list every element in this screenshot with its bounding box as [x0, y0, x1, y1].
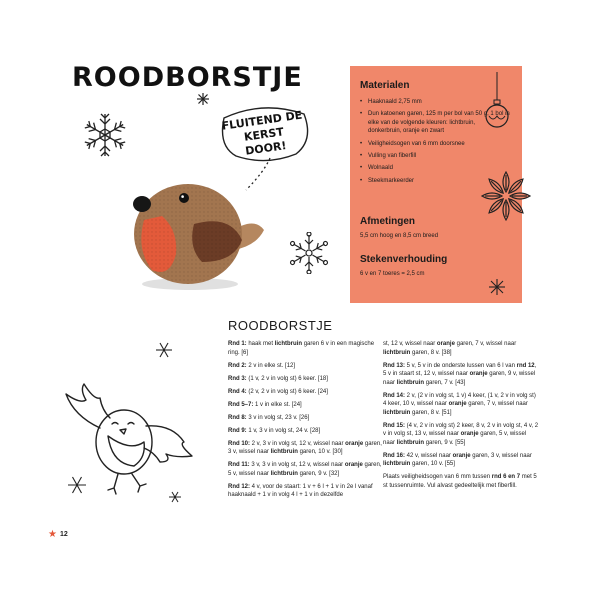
robin-drawing — [60, 378, 200, 498]
list-item: • Haaknaald 2,75 mm — [360, 98, 510, 106]
snowflake-icon — [80, 110, 130, 160]
closing-text: Plaats veiligheidsogen van 6 mm tussen rnd 6 en 7 met 5 st tussenruimte. Vul alvast gedeeltelijk met fiberfill. — [383, 474, 537, 489]
round-16: Rnd 16: 42 v, wissel naar oranje garen, 3 v, wissel naar lichtbruin garen, 10 v. [55] — [383, 452, 532, 467]
snowflake-icon — [478, 168, 534, 224]
list-item: • Veiligheidsogen van 6 mm doorsnee — [360, 140, 510, 148]
gauge-text: 6 v en 7 toeres = 2,5 cm — [360, 271, 425, 277]
round-14: Rnd 14: 2 v, (2 v in volg st, 1 v) 4 keer, (1 v, 2 v in volg st) 4 keer, 10 v, wissel naar oranje garen, 7 v, wissel naar lichtbruin garen, 8 v. [51] — [383, 392, 536, 416]
star-icon: ★ — [48, 529, 57, 540]
robin-photo — [118, 158, 268, 298]
round-13: Rnd 13: 5 v, 5 v in de onderste lussen van 6 l van rnd 12, 5 v in staart st, 12 v, wissel naar oranje garen, 9 v, wissel naar lichtbruin garen, 7 v. [43] — [383, 362, 537, 386]
snowflake-icon — [154, 340, 174, 360]
list-item: • Steekmarkeerder — [360, 177, 510, 185]
round-12-cont: st, 12 v, wissel naar oranje garen, 7 v, wissel naar lichtbruin garen, 8 v. [38] — [383, 341, 517, 356]
round-10: Rnd 10: 2 v, 3 v in volg st, 12 v, wissel naar oranje garen, 3 v, wissel naar lichtbruin garen, 10 v. [30] — [228, 440, 382, 455]
dimensions-heading: Afmetingen — [360, 216, 415, 227]
round-9: Rnd 9: 1 v, 3 v in volg st, 24 v. [28] — [228, 427, 321, 434]
snowflake-icon — [288, 232, 330, 274]
snowflake-icon — [488, 278, 506, 296]
round-12: Rnd 12: 4 v, voor de staart: 1 v + 6 l + 1 v in 2e l vanaf haaknaald + 1 v in volg 4 l + 1 v in dezelfde — [228, 483, 373, 498]
list-item: • Wolnaald — [360, 164, 510, 172]
round-3: Rnd 3: (1 v, 2 v in volg st) 6 keer. [18] — [228, 375, 328, 382]
list-item: • Vulling van fiberfill — [360, 152, 510, 160]
page-title: ROODBORSTJE — [72, 62, 303, 93]
section-title: ROODBORSTJE — [228, 318, 333, 333]
round-4: Rnd 4: (2 v, 2 v in volg st) 6 keer. [24] — [228, 388, 328, 395]
pattern-column-2 — [383, 340, 539, 495]
gauge-heading: Stekenverhouding — [360, 254, 448, 265]
round-5-7: Rnd 5–7: 1 v in elke st. [24] — [228, 401, 302, 408]
list-item: • Dun katoenen garen, 125 m per bol van 50 g, 1 bol in elke van de volgende kleuren: lichtbruin, donkerbruin, oranje en zwart — [360, 110, 510, 135]
snowflake-icon — [196, 92, 210, 106]
round-2: Rnd 2: 2 v in elke st. [12] — [228, 362, 296, 369]
round-1: Rnd 1: haak met lichtbruin garen 6 v in een magische ring. [6] — [228, 341, 375, 356]
pattern-column-1 — [228, 340, 384, 504]
round-15: Rnd 15: (4 v, 2 v in volg st) 2 keer, 8 v, 2 v in volg st, 4 v, 2 v in volg st, 13 v, wissel naar oranje garen, 5 v, wissel naar lichtbruin garen, 9 v. [55] — [383, 422, 539, 446]
page-number: 12 — [60, 531, 68, 538]
dimensions-text: 5,5 cm hoog en 8,5 cm breed — [360, 233, 439, 239]
ornament-icon — [484, 72, 510, 132]
round-8: Rnd 8: 3 v in volg st, 23 v. [26] — [228, 414, 310, 421]
materials-heading: Materialen — [360, 80, 410, 91]
round-11: Rnd 11: 3 v, 3 v in volg st, 12 v, wissel naar oranje garen, 5 v, wissel naar lichtbruin garen, 9 v. [32] — [228, 462, 382, 477]
bubble-text: FLUITEND DE KERST DOOR! — [220, 108, 303, 158]
